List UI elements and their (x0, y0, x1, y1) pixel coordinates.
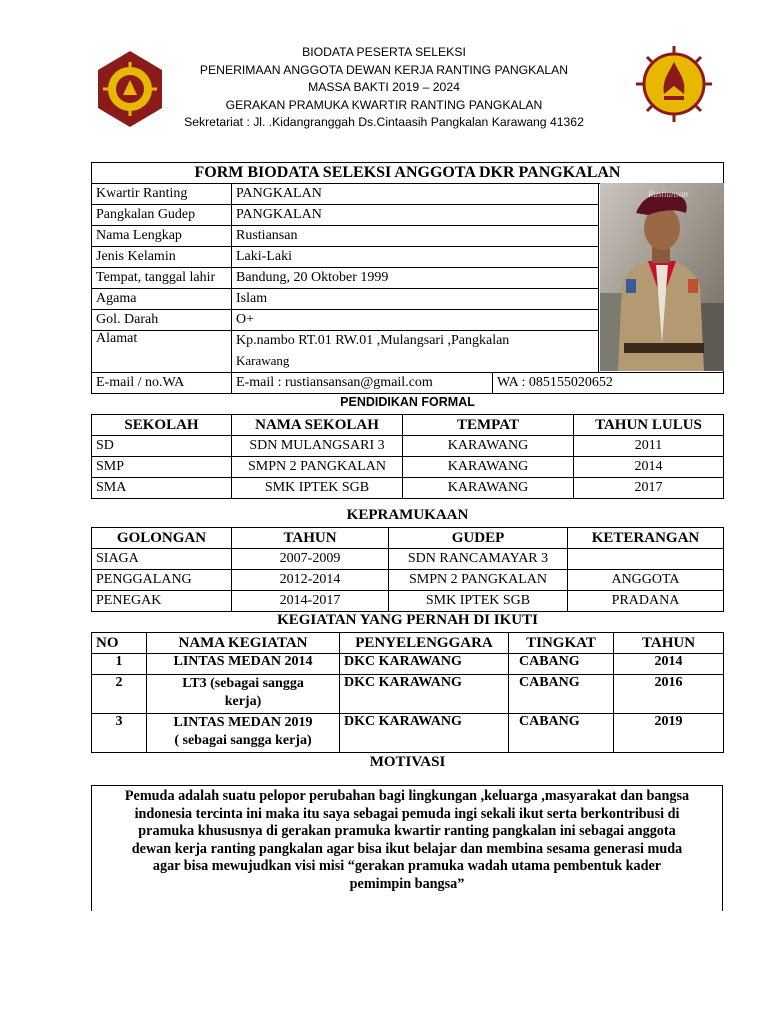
table-cell: SMPN 2 PANGKALAN (389, 570, 568, 591)
table-cell (147, 675, 340, 714)
table-cell: DKC KARAWANG (340, 675, 509, 714)
alamat-value (232, 331, 599, 373)
table-cell: 2016 (614, 675, 724, 714)
table-cell: ANGGOTA (568, 570, 724, 591)
table-cell: 2012-2014 (232, 570, 389, 591)
table-cell: CABANG (509, 714, 614, 753)
table-cell: 2017 (574, 478, 724, 499)
table-cell: SMK IPTEK SGB (232, 478, 403, 499)
kegiatan-name-line-2: ( sebagai sangga kerja) (174, 733, 312, 748)
wa-value: WA : 085155020652 (493, 373, 724, 394)
table-cell (568, 549, 724, 570)
field-label: Pangkalan Gudep (92, 205, 232, 226)
field-label: Kwartir Ranting (92, 184, 232, 205)
table-cell: SMK IPTEK SGB (389, 591, 568, 612)
kepramukaan-table (91, 527, 724, 612)
motivasi-line: Pemuda adalah suatu pelopor perubahan bagi lingkungan ,keluarga ,masyarakat dan bangsa (124, 788, 690, 804)
table-cell: CABANG (509, 654, 614, 675)
kepramukaan-title: KEPRAMUKAAN (346, 507, 469, 523)
table-cell: PENEGAK (92, 591, 232, 612)
pendidikan-header: TEMPAT (403, 415, 574, 436)
pramuka-logo-right (634, 44, 714, 124)
table-cell: DKC KARAWANG (340, 714, 509, 753)
motivasi-line: pramuka khususnya di gerakan pramuka kwartir ranting pangkalan ini sebagai anggota (138, 823, 676, 839)
field-label: Nama Lengkap (92, 226, 232, 247)
table-cell: DKC KARAWANG (340, 654, 509, 675)
table-row (92, 570, 724, 591)
field-value: Bandung, 20 Oktober 1999 (232, 268, 599, 289)
pendidikan-table (91, 414, 724, 499)
letterhead-line-2: PENERIMAAN ANGGOTA DEWAN KERJA RANTING PANGKALAN (199, 62, 569, 77)
kegiatan-header: NO (92, 633, 147, 654)
kegiatan-header: PENYELENGGARA (340, 633, 509, 654)
field-value: PANGKALAN (232, 205, 599, 226)
pendidikan-title: PENDIDIKAN FORMAL (340, 395, 475, 409)
field-label: Tempat, tanggal lahir (92, 268, 232, 289)
table-row (92, 675, 724, 714)
motivasi-line: dewan kerja ranting pangkalan agar bisa ikut belajar dan membina sesama generasi muda (131, 840, 683, 857)
motivasi-box (91, 785, 723, 911)
letterhead-line-5: Sekretariat : Jl. .Kidangranggah Ds.Cintaasih Pangkalan Karawang 41362 (184, 115, 584, 129)
table-row (92, 436, 724, 457)
table-cell: SDN MULANGSARI 3 (232, 436, 403, 457)
table-row (92, 591, 724, 612)
field-value: Laki-Laki (232, 247, 599, 268)
table-cell: KARAWANG (403, 478, 574, 499)
table-cell: 2007-2009 (232, 549, 389, 570)
kepramukaan-header: GOLONGAN (92, 528, 232, 549)
table-row (92, 714, 724, 753)
kegiatan-title: KEGIATAN YANG PERNAH DI IKUTI (277, 612, 538, 628)
table-cell: SD (92, 436, 232, 457)
field-label: Gol. Darah (92, 310, 232, 331)
letterhead-line-4: GERAKAN PRAMUKA KWARTIR RANTING PANGKALAN (225, 97, 543, 112)
letterhead-line-1: BIODATA PESERTA SELEKSI (302, 45, 466, 59)
kegiatan-name-line-2: kerja) (224, 694, 262, 709)
field-label: Alamat (92, 331, 232, 373)
motivasi-line: agar bisa mewujudkan visi misi “gerakan pramuka wadah utama pembentuk kader (152, 858, 662, 874)
kegiatan-name-line-1: LT3 (sebagai sangga (182, 676, 304, 691)
kepramukaan-header: KETERANGAN (568, 528, 724, 549)
table-cell (147, 714, 340, 753)
field-value: Islam (232, 289, 599, 310)
kegiatan-table (91, 632, 724, 753)
table-cell: 2 (92, 675, 147, 714)
photo-watermark: Rustiansan (648, 189, 689, 199)
alamat-line-1: Kp.nambo RT.01 RW.01 ,Mulangsari ,Pangkalan (236, 333, 510, 348)
table-cell: PRADANA (568, 591, 724, 612)
motivasi-line: pemimpin bangsa” (349, 875, 465, 892)
table-cell: 2014-2017 (232, 591, 389, 612)
kepramukaan-header: TAHUN (232, 528, 389, 549)
kegiatan-header: TINGKAT (509, 633, 614, 654)
field-value: Rustiansan (232, 226, 599, 247)
table-cell: CABANG (509, 675, 614, 714)
kegiatan-header: TAHUN (614, 633, 724, 654)
field-label: E-mail / no.WA (92, 373, 232, 394)
pendidikan-header: TAHUN LULUS (574, 415, 724, 436)
table-cell: 2014 (614, 654, 724, 675)
kepramukaan-header: GUDEP (389, 528, 568, 549)
table-cell: 2014 (574, 457, 724, 478)
table-cell: SMPN 2 PANGKALAN (232, 457, 403, 478)
motivasi-title: MOTIVASI (369, 754, 446, 770)
letterhead (160, 44, 608, 132)
table-cell: SMA (92, 478, 232, 499)
kegiatan-name-line-1: LINTAS MEDAN 2019 (173, 715, 313, 730)
table-cell: KARAWANG (403, 457, 574, 478)
field-value: PANGKALAN (232, 184, 599, 205)
table-cell: LINTAS MEDAN 2014 (147, 654, 340, 675)
table-cell: SDN RANCAMAYAR 3 (389, 549, 568, 570)
table-row (92, 457, 724, 478)
table-cell: 2019 (614, 714, 724, 753)
kegiatan-header: NAMA KEGIATAN (147, 633, 340, 654)
form-title: FORM BIODATA SELEKSI ANGGOTA DKR PANGKALAN (92, 163, 724, 184)
table-cell: 2011 (574, 436, 724, 457)
letterhead-line-3: MASSA BAKTI 2019 – 2024 (308, 80, 460, 94)
pendidikan-header: SEKOLAH (92, 415, 232, 436)
motivasi-line: indonesia tercinta ini maka itu saya sebagai pemuda ingi sekali ikut serta berkontribusi di (134, 805, 680, 822)
field-label: Jenis Kelamin (92, 247, 232, 268)
table-cell: SMP (92, 457, 232, 478)
table-row (92, 549, 724, 570)
field-value: O+ (232, 310, 599, 331)
table-cell: SIAGA (92, 549, 232, 570)
field-label: Agama (92, 289, 232, 310)
pendidikan-header: NAMA SEKOLAH (232, 415, 403, 436)
table-cell: KARAWANG (403, 436, 574, 457)
table-cell: 1 (92, 654, 147, 675)
table-row (92, 654, 724, 675)
table-cell: 3 (92, 714, 147, 753)
table-cell: PENGGALANG (92, 570, 232, 591)
profile-photo (600, 183, 724, 371)
email-value: E-mail : rustiansansan@gmail.com (232, 373, 493, 394)
table-row (92, 478, 724, 499)
alamat-line-2: Karawang (236, 353, 290, 368)
